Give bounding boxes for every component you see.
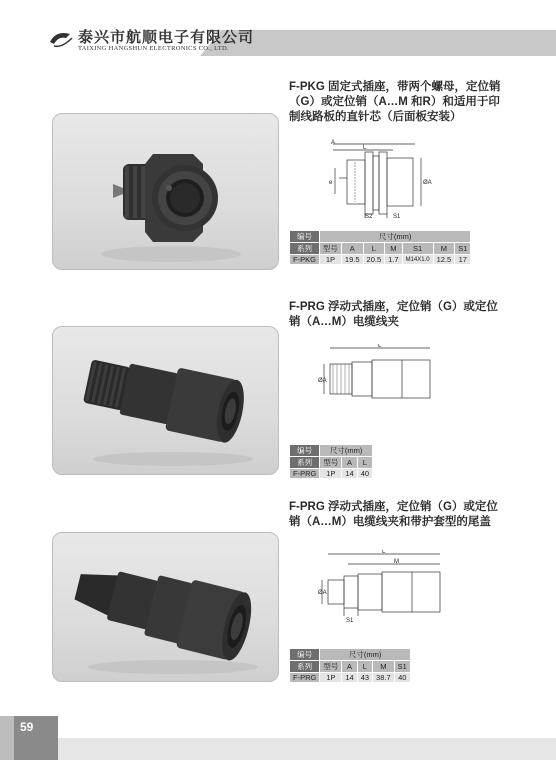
dim-label-s1: S1	[393, 214, 401, 220]
technical-drawing-fprg-boot	[318, 550, 448, 624]
table-cell: 1P	[320, 469, 342, 479]
table-header-dims: 尺寸(mm)	[320, 649, 410, 661]
table-series-label: 系列	[290, 243, 320, 255]
dim-label-s2: S2	[365, 214, 373, 220]
table-row	[290, 673, 411, 683]
table-col: S1	[394, 661, 410, 673]
table-col: A	[342, 457, 357, 469]
dim-label-e: e	[329, 180, 333, 186]
table-cell: M14X1.0	[402, 255, 433, 265]
dim-label-a: A	[331, 140, 336, 146]
dim-label-l: L	[378, 344, 382, 349]
table-cell: F-PRG	[290, 673, 320, 683]
table-col: 型号	[319, 243, 341, 255]
connector-fprg-boot-image	[53, 533, 279, 682]
table-col: L	[357, 457, 372, 469]
table-col: 型号	[320, 457, 342, 469]
table-cell: 1P	[320, 673, 342, 683]
table-col: L	[363, 243, 385, 255]
table-header-dims: 尺寸(mm)	[319, 231, 470, 243]
table-header-dims: 尺寸(mm)	[320, 445, 373, 457]
technical-drawing-fpkg	[325, 138, 445, 220]
table-cell: 40	[394, 673, 410, 683]
table-cell: 12.5	[433, 255, 455, 265]
table-cell: 17	[455, 255, 471, 265]
section-title-fprg-boot: F-PRG 浮动式插座，定位销（G）或定位销（A…M）电缆线夹和带护套型的尾盖	[289, 501, 498, 528]
section-title-fpkg: F-PKG 固定式插座，带两个螺母，定位销（G）或定位销（A…M 和R）和适用于印制线路板的直针芯（后面板安装）	[289, 81, 501, 123]
table-cell: 40	[357, 469, 372, 479]
table-col: L	[357, 661, 372, 673]
dim-label-da: ØA	[318, 378, 327, 384]
table-cell: 20.5	[363, 255, 385, 265]
table-cell: 14	[342, 673, 357, 683]
spec-table-fpkg	[289, 230, 471, 265]
dim-label-s1: S1	[346, 618, 354, 624]
spec-table-fprg-clamp	[289, 444, 373, 479]
table-row	[290, 255, 471, 265]
table-cell: 1P	[319, 255, 341, 265]
table-col: M	[373, 661, 395, 673]
table-col: A	[341, 243, 363, 255]
table-series-label: 系列	[290, 661, 320, 673]
table-col: M	[433, 243, 455, 255]
product-photo-fprg-boot	[52, 532, 279, 682]
footer-bar	[58, 738, 556, 760]
connector-fprg-clamp-image	[53, 327, 279, 475]
table-col: A	[342, 661, 357, 673]
technical-drawing-fprg-clamp	[318, 344, 438, 404]
dim-label-da: ØA	[423, 180, 432, 186]
table-col: S1	[455, 243, 471, 255]
page-header	[0, 26, 556, 56]
table-cell: F-PRG	[290, 469, 320, 479]
company-name-cn: 泰兴市航顺电子有限公司	[78, 28, 255, 46]
table-cell: 43	[357, 673, 372, 683]
table-header-code: 编号	[290, 649, 320, 661]
product-photo-fpkg	[52, 113, 279, 270]
connector-fpkg-image	[53, 114, 279, 270]
table-series-label: 系列	[290, 457, 320, 469]
table-cell: F-PKG	[290, 255, 320, 265]
company-name-en: TAIXING HANGSHUN ELECTRONICS CO., LTD.	[78, 45, 229, 52]
table-cell: 19.5	[341, 255, 363, 265]
table-col: S1	[402, 243, 433, 255]
page-number: 59	[20, 720, 34, 734]
footer-left-strip	[0, 716, 14, 760]
company-logo-icon	[48, 28, 74, 50]
table-cell: 1.7	[385, 255, 402, 265]
table-col: 型号	[320, 661, 342, 673]
table-header-code: 编号	[290, 231, 320, 243]
dim-label-da: ØA	[318, 590, 327, 596]
product-photo-fprg-clamp	[52, 326, 279, 475]
table-cell: 38.7	[373, 673, 395, 683]
section-title-fprg-clamp: F-PRG 浮动式插座，定位销（G）或定位销（A…M）电缆线夹	[289, 301, 498, 328]
table-col: M	[385, 243, 402, 255]
dim-label-m: M	[394, 559, 399, 565]
dim-label-l: L	[382, 550, 386, 555]
dim-label-l: L	[363, 145, 367, 151]
table-row	[290, 469, 373, 479]
spec-table-fprg-boot	[289, 648, 411, 683]
table-cell: 14	[342, 469, 357, 479]
table-header-code: 编号	[290, 445, 320, 457]
